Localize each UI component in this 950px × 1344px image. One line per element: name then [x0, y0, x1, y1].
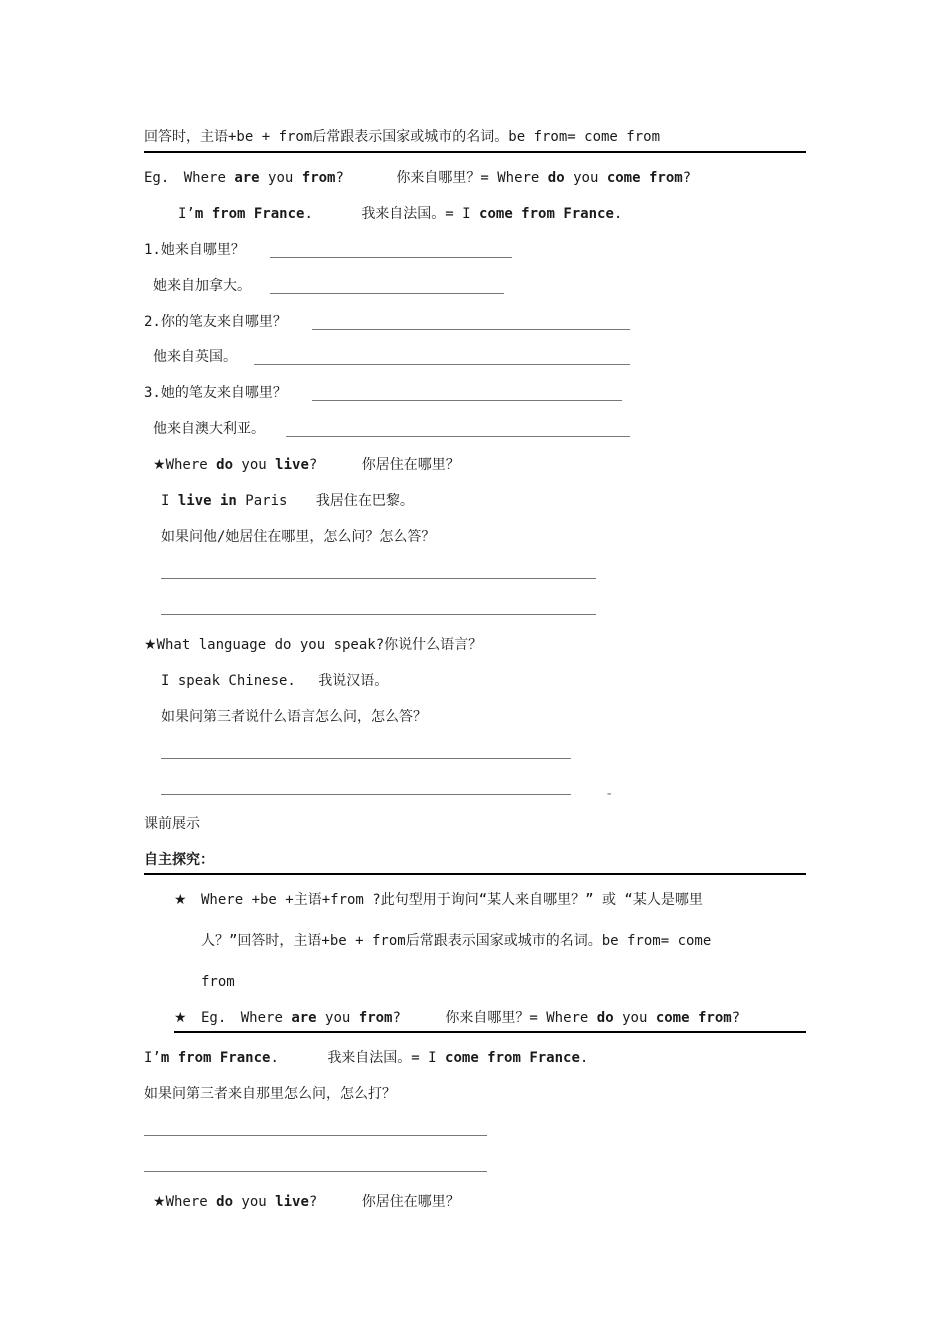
answer-3: 他来自澳大利亚。 [153, 421, 265, 437]
text: . [613, 206, 623, 222]
answer-blank[interactable] [161, 578, 596, 579]
star-icon: ★ [174, 1010, 187, 1026]
live-question [153, 455, 460, 475]
text: come from France [479, 206, 614, 222]
answer-blank[interactable] [161, 758, 571, 759]
text: you [564, 170, 607, 186]
text: . [304, 206, 313, 222]
divider [144, 873, 806, 875]
text: live [275, 457, 309, 473]
example-answer-2 [144, 1048, 588, 1068]
text: you [233, 1194, 276, 1210]
text: do [216, 1194, 233, 1210]
question-2: 2.你的笔友来自哪里？ [144, 314, 287, 330]
star-icon: ★ [144, 637, 157, 653]
third-person-task: 如果问第三者来自那里怎么问，怎么打？ [144, 1086, 396, 1102]
star-icon: ★ [153, 457, 166, 473]
pattern-line-3: from [201, 974, 235, 990]
example-question-2 [201, 1008, 740, 1028]
answer-2: 他来自英国。 [153, 349, 237, 365]
answer-1: 她来自加拿大。 [153, 278, 251, 294]
bullet-star-1 [174, 890, 187, 910]
answer-blank[interactable] [144, 1135, 487, 1136]
answer-blank[interactable] [270, 257, 512, 258]
text: come from [655, 1010, 732, 1026]
text: 我来自法国。= I [327, 1050, 446, 1066]
text: m from France [160, 1050, 271, 1066]
text: m from France [194, 206, 305, 222]
text: I’ [144, 1050, 161, 1066]
text: Where [240, 1010, 292, 1026]
eg-label: Eg. [201, 1010, 227, 1026]
text: you [613, 1010, 656, 1026]
text: are [234, 170, 260, 186]
language-question [144, 635, 482, 655]
text: 你来自哪里？= Where [445, 1010, 597, 1026]
text: 我来自法国。= I [361, 206, 480, 222]
text: . [270, 1050, 279, 1066]
text: Where [165, 1194, 217, 1210]
divider [174, 1031, 806, 1033]
star-icon: ★ [153, 1194, 166, 1210]
text: are [291, 1010, 317, 1026]
answer-blank[interactable] [286, 436, 630, 437]
text: I [161, 493, 178, 509]
text: 你居住在哪里？ [361, 457, 460, 473]
live-answer [161, 491, 414, 511]
answer-blank[interactable] [312, 400, 622, 401]
text: 我居住在巴黎。 [315, 493, 414, 509]
example-answer [178, 204, 622, 224]
example-question [144, 168, 691, 188]
answer-blank[interactable] [161, 614, 596, 615]
text: live [275, 1194, 309, 1210]
answer-blank[interactable] [254, 364, 630, 365]
question-3: 3.她的笔友来自哪里？ [144, 385, 287, 401]
text: from [358, 1010, 393, 1026]
language-task: 如果问第三者说什么语言怎么问，怎么答？ [161, 709, 427, 725]
text: you [259, 170, 302, 186]
text: come from France [445, 1050, 580, 1066]
answer-blank[interactable] [161, 794, 571, 795]
answer-blank[interactable] [144, 1171, 487, 1172]
answer-blank[interactable] [270, 293, 504, 294]
text: do [216, 457, 233, 473]
section-heading: 课前展示 [144, 816, 200, 832]
text: ? [731, 1010, 741, 1026]
text: ? [682, 170, 692, 186]
divider [144, 151, 806, 153]
live-task: 如果问他/她居住在哪里，怎么问？怎么答？ [161, 529, 436, 545]
text: you [233, 457, 276, 473]
star-icon: ★ [174, 892, 187, 908]
text: 你来自哪里？= Where [396, 170, 548, 186]
text: Where [165, 457, 217, 473]
text: live in [177, 493, 237, 509]
text: I speak Chinese. [161, 673, 296, 689]
dash-mark: - [605, 786, 614, 802]
text: ? [392, 1010, 401, 1026]
text: 我说汉语。 [318, 673, 389, 689]
text: from [301, 170, 336, 186]
eg-label: Eg. [144, 170, 170, 186]
text: Paris [236, 493, 288, 509]
text: . [579, 1050, 589, 1066]
text: you [316, 1010, 359, 1026]
section-subheading: 自主探究： [144, 852, 214, 868]
text: do [596, 1010, 614, 1026]
text: ? [308, 1194, 318, 1210]
text: I’ [178, 206, 195, 222]
pattern-line-1: Where +be +主语+from ?此句型用于询问“某人来自哪里？” 或 “某人是哪里 [201, 892, 703, 908]
pattern-line-2: 人？”回答时，主语+be + from后常跟表示国家或城市的名词。be from= come [201, 933, 712, 949]
live-question-2 [153, 1192, 460, 1212]
bullet-star-2 [174, 1008, 187, 1028]
question-1: 1.她来自哪里？ [144, 242, 245, 258]
language-answer [161, 671, 388, 691]
intro-text: 回答时，主语+be + from后常跟表示国家或城市的名词。be from= come from [144, 129, 661, 145]
text: 你居住在哪里？ [361, 1194, 460, 1210]
text: come from [606, 170, 683, 186]
text: Where [183, 170, 235, 186]
text: ? [308, 457, 318, 473]
text: do [547, 170, 565, 186]
text: What language do you speak?你说什么语言？ [156, 637, 483, 653]
text: ? [335, 170, 344, 186]
answer-blank[interactable] [312, 329, 630, 330]
